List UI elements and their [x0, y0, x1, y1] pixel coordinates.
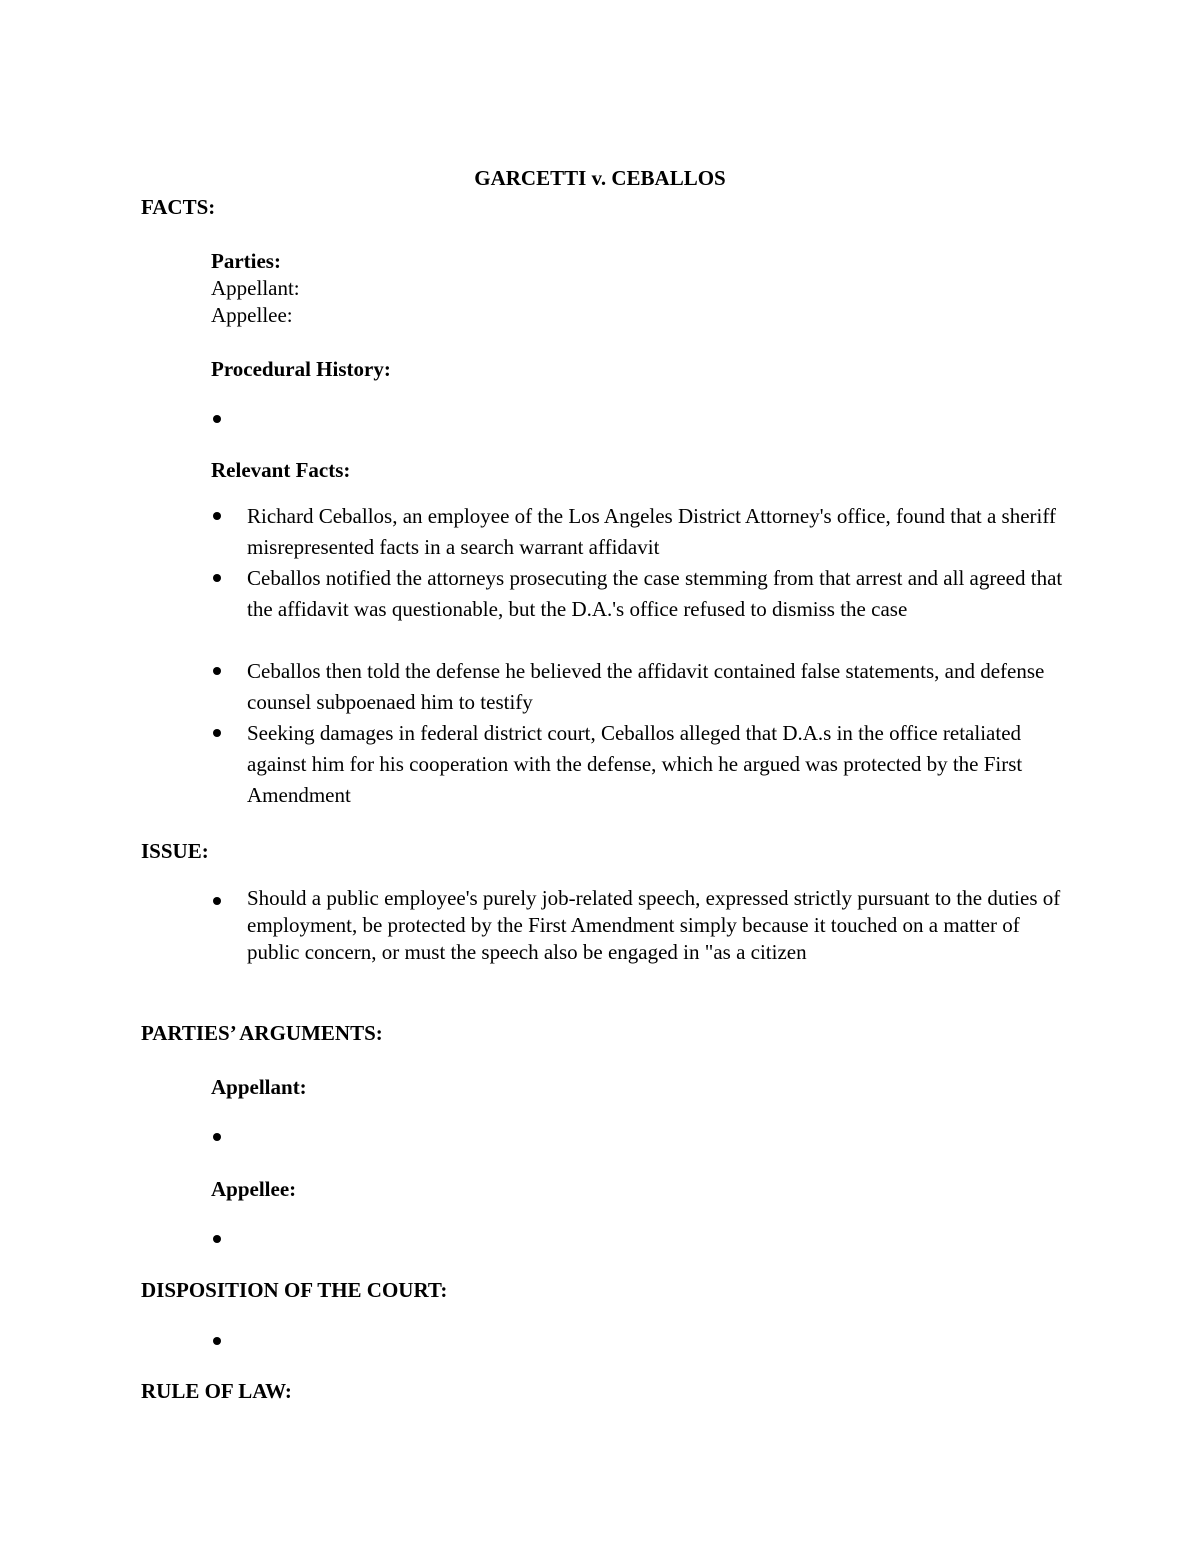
list-item-text: Seeking damages in federal district court, Ceballos alleged that D.A.s in the office retaliated against him for his cooperation with the defense, which he argued was protected by the First Amendment — [247, 721, 1023, 807]
procedural-history-heading: Procedural History: — [211, 357, 391, 381]
appellee-label: Appellee: — [211, 303, 293, 327]
relevant-facts-heading: Relevant Facts: — [211, 458, 351, 482]
bullet-icon — [213, 574, 221, 582]
bullet-icon — [213, 1235, 221, 1243]
bullet-icon — [213, 512, 221, 520]
parties-heading: Parties: — [211, 249, 281, 273]
bullet-icon — [213, 667, 221, 675]
parties-arguments-heading: PARTIES’ ARGUMENTS: — [141, 1021, 383, 1045]
document-title: GARCETTI v. CEBALLOS — [474, 166, 726, 190]
list-item-text: Ceballos then told the defense he believed the affidavit contained false statements, and defense counsel subpoenaed him to testify — [247, 659, 1045, 714]
list-item-text: Ceballos notified the attorneys prosecuting the case stemming from that arrest and all agreed that the affidavit was questionable, but the D.A.'s office refused to dismiss the case — [247, 566, 1063, 621]
bullet-icon — [213, 729, 221, 737]
appellee-arguments-heading: Appellee: — [211, 1177, 297, 1201]
bullet-icon — [213, 1337, 221, 1345]
appellant-label: Appellant: — [211, 276, 300, 300]
list-item-text: Should a public employee's purely job-related speech, expressed strictly pursuant to the duties of employment, be protected by the First Amendment simply because it touched on a matter of public concern, or must the speech also be engaged in "as a citizen — [247, 886, 1061, 964]
rule-of-law-heading: RULE OF LAW: — [141, 1379, 292, 1403]
issue-heading: ISSUE: — [141, 839, 209, 863]
appellant-arguments-heading: Appellant: — [211, 1075, 307, 1099]
facts-heading: FACTS: — [141, 195, 216, 219]
bullet-icon — [213, 415, 221, 423]
list-item-text: Richard Ceballos, an employee of the Los Angeles District Attorney's office, found that a sheriff misrepresented facts in a search warrant affidavit — [247, 504, 1056, 559]
disposition-heading: DISPOSITION OF THE COURT: — [141, 1278, 448, 1302]
bullet-icon — [213, 1133, 221, 1141]
bullet-icon — [213, 897, 221, 905]
